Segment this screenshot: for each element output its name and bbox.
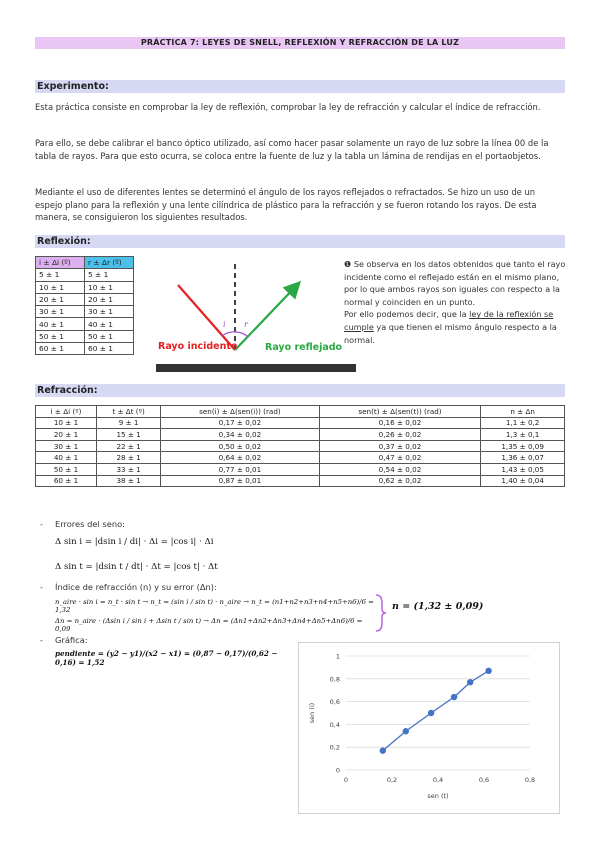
- table-cell: 30 ± 1: [36, 306, 85, 318]
- table-cell: 0,50 ± 0,02: [161, 440, 319, 452]
- errors-label: Errores del seno:: [55, 519, 125, 529]
- table-cell: 1,40 ± 0,04: [481, 475, 565, 487]
- data-point: [451, 694, 457, 700]
- table-row: [36, 475, 565, 487]
- table-cell: 10 ± 1: [85, 281, 134, 293]
- table-cell: 30 ± 1: [85, 306, 134, 318]
- slope-formula: pendiente = (y2 − y1)/(x2 − x1) = (0,87 − 0,17)/(0,62 − 0,16) = 1,52: [55, 649, 278, 667]
- table-cell: 30 ± 1: [36, 440, 97, 452]
- table-cell: 50 ± 1: [85, 330, 134, 342]
- table-cell: 0,62 ± 0,02: [319, 475, 481, 487]
- reflection-diagram: [150, 250, 360, 375]
- refraction-header: n ± Δn: [481, 406, 565, 418]
- table-cell: 0,77 ± 0,01: [161, 463, 319, 475]
- table-cell: 5 ± 1: [85, 269, 134, 281]
- table-cell: 0,64 ± 0,02: [161, 452, 319, 464]
- x-tick-label: 0,6: [478, 776, 490, 784]
- table-cell: 28 ± 1: [97, 452, 161, 464]
- reflection-note: [344, 258, 566, 346]
- note-text-1: Se observa en los datos obtenidos que tanto el rayo incidente como el reflejado están en el mismo plano, por lo que ambos rayos son iguales con respecto a la normal y coinciden en un punto.: [344, 259, 566, 307]
- table-cell: 1,43 ± 0,05: [481, 463, 565, 475]
- data-point: [485, 668, 491, 674]
- table-cell: 20 ± 1: [36, 293, 85, 305]
- table-row: [36, 440, 565, 452]
- table-cell: 22 ± 1: [97, 440, 161, 452]
- table-row: [36, 318, 134, 330]
- reflection-header-r: r ± Δr (º): [85, 257, 134, 269]
- refraction-header: sen(i) ± Δ(sen(i)) (rad): [161, 406, 319, 418]
- table-cell: 0,17 ± 0,02: [161, 417, 319, 429]
- y-tick-label: 0,4: [329, 720, 340, 729]
- refraction-table: [35, 405, 565, 487]
- table-row: [36, 293, 134, 305]
- table-cell: 1,36 ± 0,07: [481, 452, 565, 464]
- table-cell: 33 ± 1: [97, 463, 161, 475]
- note-text-2-pre: Por ello podemos decir, que la: [344, 309, 470, 320]
- note-bullet: ❶: [344, 259, 352, 269]
- x-axis-label: sen (t): [427, 792, 449, 800]
- table-cell: 1,1 ± 0,2: [481, 417, 565, 429]
- table-cell: 0,34 ± 0,02: [161, 429, 319, 441]
- table-cell: 38 ± 1: [97, 475, 161, 487]
- table-cell: 60 ± 1: [36, 475, 97, 487]
- reflected-ray: [235, 284, 298, 350]
- mirror: [156, 364, 356, 372]
- reflection-heading: Reflexión:: [37, 236, 91, 247]
- table-cell: 40 ± 1: [36, 318, 85, 330]
- data-point: [467, 679, 473, 685]
- reflected-ray-label: Rayo reflejado: [265, 342, 343, 353]
- table-cell: 1,3 ± 0,1: [481, 429, 565, 441]
- bullet-dash: -: [40, 582, 43, 592]
- table-cell: 60 ± 1: [85, 343, 134, 355]
- incident-ray-label: Rayo incidente: [158, 341, 238, 352]
- table-cell: 10 ± 1: [36, 281, 85, 293]
- page-title: PRÁCTICA 7: LEYES DE SNELL, REFLEXIÓN Y REFRACCIÓN DE LA LUZ: [140, 38, 460, 47]
- refraction-header: sen(t) ± Δ(sen(t)) (rad): [319, 406, 481, 418]
- table-row: [36, 452, 565, 464]
- refraction-heading: Refracción:: [37, 385, 98, 396]
- table-row: [36, 281, 134, 293]
- y-tick-label: 1: [335, 652, 340, 661]
- table-cell: 50 ± 1: [36, 463, 97, 475]
- table-cell: 10 ± 1: [36, 417, 97, 429]
- y-tick-label: 0,2: [329, 743, 340, 752]
- table-cell: 0,87 ± 0,01: [161, 475, 319, 487]
- x-tick-label: 0,2: [386, 776, 398, 784]
- x-tick-label: 0,8: [524, 776, 536, 784]
- table-cell: 40 ± 1: [36, 452, 97, 464]
- experiment-heading: Experimento:: [37, 81, 109, 92]
- data-point: [428, 710, 434, 716]
- angle-r-label: r: [244, 320, 248, 329]
- refraction-header: i ± Δi (º): [36, 406, 97, 418]
- refraction-chart: [298, 642, 560, 814]
- index-label: Índice de refracción (n) y su error (Δn):: [55, 582, 217, 592]
- experiment-paragraph-1: Esta práctica consiste en comprobar la ley de reflexión, comprobar la ley de refracción y calcular el índice de refracción.: [35, 102, 541, 112]
- bullet-dash: -: [40, 519, 43, 529]
- angle-i-label: i: [223, 320, 226, 329]
- refraction-header: t ± Δt (º): [97, 406, 161, 418]
- y-tick-label: 0,6: [329, 698, 340, 707]
- note-text-2-post: ya que tienen el mismo ángulo respecto a la normal.: [344, 321, 557, 345]
- table-row: [36, 269, 134, 281]
- refraction-heading-bar: [35, 384, 565, 397]
- table-row: [36, 343, 134, 355]
- table-cell: 0,37 ± 0,02: [319, 440, 481, 452]
- curly-brace: [374, 593, 388, 633]
- experiment-paragraph-2: Para ello, se debe calibrar el banco óptico utilizado, así como hacer pasar solamente un rayo de luz sobre la línea 00 de la tabla de rayos. Para que esto ocurra, se coloca entre la fuente de luz y la tabla un lámina de rendijas en el portaobjetos.: [35, 138, 549, 161]
- note-law-underlined: ley de la reflexión se cumple: [344, 309, 554, 332]
- reflection-table: [35, 256, 134, 355]
- table-cell: 0,26 ± 0,02: [319, 429, 481, 441]
- angle-i-arc: [222, 332, 235, 336]
- error-sin-i-formula: Δ sin i = |dsin i / di| · Δi = |cos i| · Δi: [55, 537, 214, 547]
- table-row: [36, 417, 565, 429]
- table-cell: 50 ± 1: [36, 330, 85, 342]
- table-row: [36, 429, 565, 441]
- reflection-heading-bar: [35, 235, 565, 248]
- table-cell: 20 ± 1: [85, 293, 134, 305]
- table-cell: 5 ± 1: [36, 269, 85, 281]
- index-result: n = (1,32 ± 0,09): [392, 601, 484, 612]
- data-point: [403, 728, 409, 734]
- table-cell: 1,35 ± 0,09: [481, 440, 565, 452]
- index-formula: n_aire · sin i = n_t · sin t → n_t = (sin i / sin t) · n_aire → n_t = (n1+n2+n3+n4+n5+n6)/6 = 1,32: [55, 598, 374, 614]
- index-error-formula: Δn = n_aire · (Δsin i / sin i + Δsin t / sin t) → Δn = (Δn1+Δn2+Δn3+Δn4+Δn5+Δn6)/6 = 0,09: [55, 617, 363, 633]
- y-tick-label: 0,8: [329, 675, 340, 684]
- x-tick-label: 0,4: [432, 776, 444, 784]
- table-cell: 15 ± 1: [97, 429, 161, 441]
- table-cell: 9 ± 1: [97, 417, 161, 429]
- table-cell: 40 ± 1: [85, 318, 134, 330]
- table-cell: 0,54 ± 0,02: [319, 463, 481, 475]
- graph-label: Gráfica:: [55, 635, 88, 645]
- experiment-heading-bar: [35, 80, 565, 93]
- table-row: [36, 463, 565, 475]
- table-row: [36, 306, 134, 318]
- table-cell: 20 ± 1: [36, 429, 97, 441]
- table-cell: 0,16 ± 0,02: [319, 417, 481, 429]
- experiment-paragraph-3: Mediante el uso de diferentes lentes se determinó el ángulo de los rayos reflejados o refractados. Se hizo un uso de un espejo plano para la reflexión y una lente cilíndrica de plástico para la refracción y se fueron rotando los rayos. De esta manera, se consiguieron los siguientes resultados.: [35, 187, 537, 222]
- table-cell: 0,47 ± 0,02: [319, 452, 481, 464]
- error-sin-t-formula: Δ sin t = |dsin t / dt| · Δt = |cos t| · Δt: [55, 562, 218, 572]
- y-axis-label: sen (i): [308, 702, 316, 724]
- angle-r-arc: [235, 332, 248, 337]
- x-tick-label: 0: [343, 776, 349, 784]
- table-row: [36, 330, 134, 342]
- reflection-header-i: i ± Δi (º): [36, 257, 85, 269]
- y-tick-label: 0: [335, 766, 340, 775]
- bullet-dash: -: [40, 635, 43, 645]
- data-point: [380, 747, 386, 753]
- table-cell: 60 ± 1: [36, 343, 85, 355]
